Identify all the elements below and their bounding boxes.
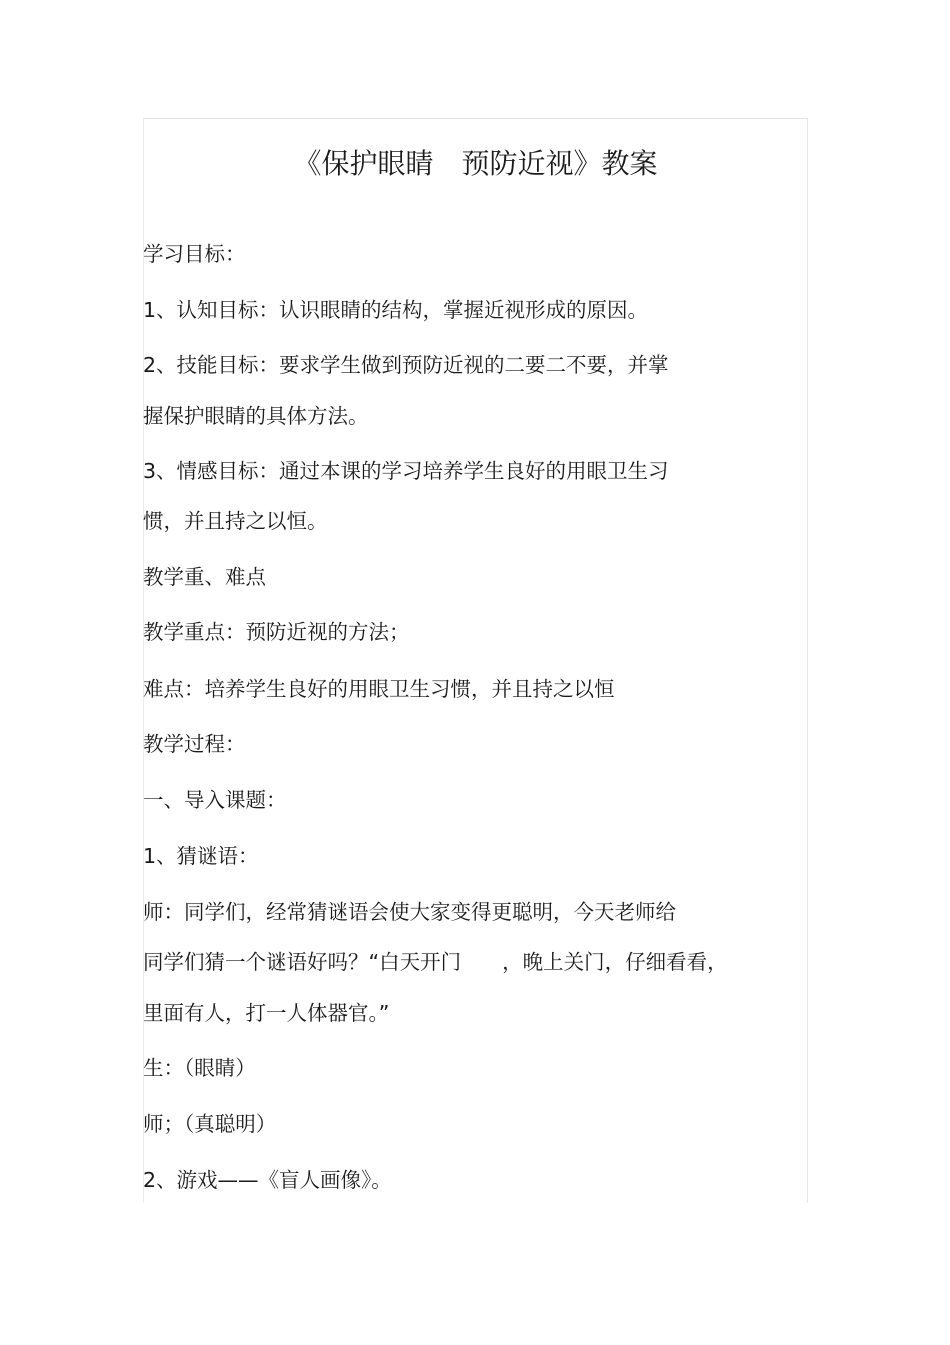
paragraph-line: 一、导入课题： <box>143 788 287 812</box>
paragraph-line: 惯，并且持之以恒。 <box>143 509 328 533</box>
paragraph-line: 师：同学们，经常猜谜语会使大家变得更聪明，今天老师给 <box>143 900 676 924</box>
section-heading-objectives: 学习目标： <box>143 242 246 266</box>
paragraph-line: 里面有人，打一人体器官。” <box>143 1001 390 1025</box>
page-frame <box>143 118 808 1203</box>
paragraph-line: 同学们猜一个谜语好吗？“白天开门 ，晚上关门，仔细看看， <box>143 950 728 974</box>
paragraph-line: 3、情感目标：通过本课的学习培养学生良好的用眼卫生习 <box>143 459 669 483</box>
paragraph-line: 生：（眼睛） <box>143 1056 256 1080</box>
paragraph-line: 2、技能目标：要求学生做到预防近视的二要二不要，并掌 <box>143 353 669 377</box>
section-heading-key-points: 教学重、难点 <box>143 565 266 589</box>
paragraph-line: 1、认知目标：认识眼睛的结构，掌握近视形成的原因。 <box>143 298 649 322</box>
paragraph-line: 教学重点：预防近视的方法； <box>143 620 410 644</box>
paragraph-line: 2、游戏——《盲人画像》。 <box>143 1168 392 1192</box>
document-title: 《保护眼睛 预防近视》教案 <box>293 147 658 180</box>
section-heading-process: 教学过程： <box>143 732 246 756</box>
paragraph-line: 握保护眼睛的具体方法。 <box>143 404 369 428</box>
paragraph-line: 师；（真聪明） <box>143 1112 277 1136</box>
paragraph-line: 1、猜谜语： <box>143 844 259 868</box>
paragraph-line: 难点：培养学生良好的用眼卫生习惯，并且持之以恒 <box>143 677 615 701</box>
